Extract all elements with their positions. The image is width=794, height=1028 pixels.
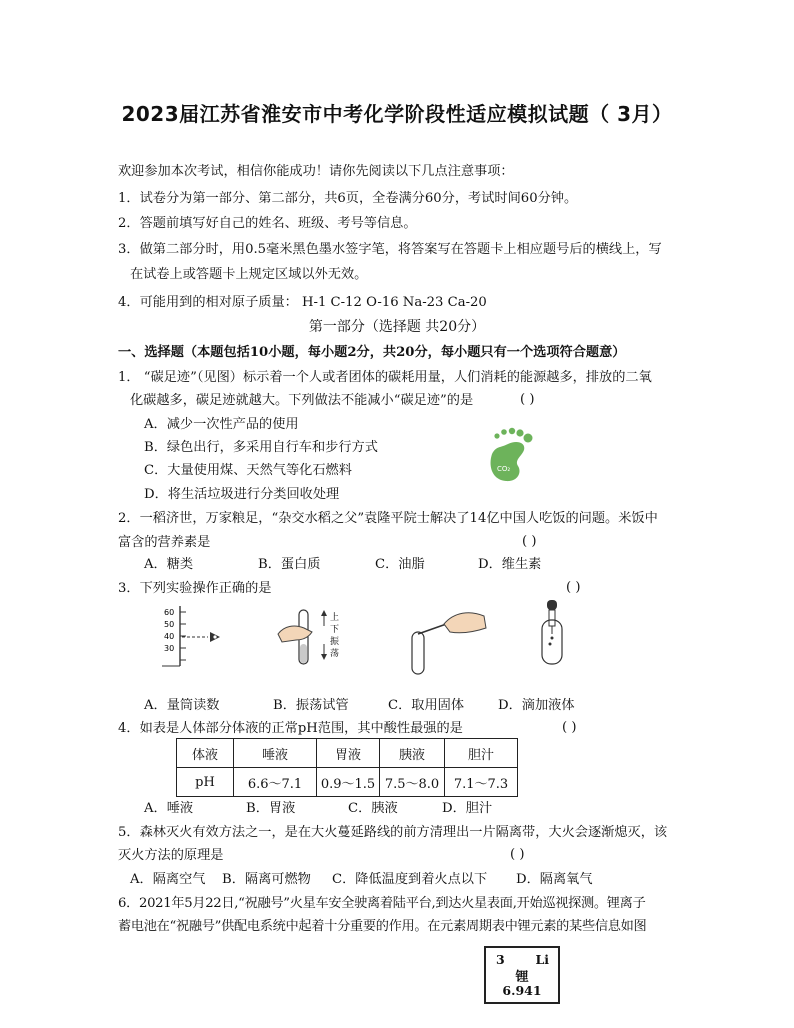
q4-option-a: A．唾液 [144,801,194,816]
q3-option-a: A．量筒读数 [144,698,220,713]
table-header: 胆汁 [445,739,518,768]
table-header: 体液 [177,739,234,768]
lithium-element-box [484,946,560,1004]
table-cell: 7.5～8.0 [380,768,445,797]
note-3-cont: 在试卷上或答题卡上规定区域以外无效。 [130,267,368,282]
footprint-icon [478,424,542,488]
note-1: 1．试卷分为第一部分、第二部分，共6页，全卷满分60分，考试时间60分钟。 [118,191,578,206]
cylinder-tick-40: 40 [164,632,175,641]
q3-line1: 3．下列实验操作正确的是 [118,581,272,596]
cylinder-tick-60: 60 [164,608,175,617]
q1-option-a: A．减少一次性产品的使用 [144,417,299,432]
table-cell: 6.6～7.1 [234,768,317,797]
q1-option-b: B．绿色出行，多采用自行车和步行方式 [144,440,378,455]
cylinder-tick-50: 50 [164,620,175,629]
table-cell: 0.9～1.5 [317,768,380,797]
table-header: 唾液 [234,739,317,768]
q2-option-d: D．维生素 [478,557,542,572]
element-number: 3 [496,952,505,967]
note-4: 4．可能用到的相对原子质量： H-1 C-12 O-16 Na-23 Ca-20 [118,295,487,310]
dropping-liquid-figure [532,598,572,670]
q5-option-a: A．隔离空气 [130,872,206,887]
note-3: 3．做第二部分时，用0.5毫米黑色墨水签字笔，将答案写在答题卡上相应题号后的横线上，写 [118,242,662,257]
section-heading: 一、选择题（本题包括10小题，每小题2分，共20分，每小题只有一个选项符合题意） [118,345,626,360]
q2-line2: 富含的营养素是 [118,535,211,550]
footprint-label: CO₂ [497,465,511,473]
table-row [177,768,518,797]
q5-option-c: C．降低温度到着火点以下 [332,872,488,887]
q3-option-b: B．振荡试管 [273,698,349,713]
q1-line1: 1． “碳足迹”（见图）标示着一个人或者团体的碳耗用量，人们消耗的能源越多，排放的二氧 [118,370,652,385]
intro-text: 欢迎参加本次考试，相信你能成功！请你先阅读以下几点注意事项： [118,164,514,179]
shake-label-3: 振 [330,637,340,647]
graduated-cylinder-figure [158,604,222,668]
element-mass: 6.941 [502,983,542,998]
ph-table [176,738,518,797]
q3-answer-paren: ( ) [566,580,581,595]
table-header: 胃液 [317,739,380,768]
shake-label-2: 下 [330,625,340,635]
q4-option-c: C．胰液 [348,801,398,816]
q5-answer-paren: ( ) [510,847,525,862]
q4-option-d: D．胆汁 [442,801,493,816]
q6-line2: 蓄电池在“祝融号”供配电系统中起着十分重要的作用。在元素周期表中锂元素的某些信息如图 [118,919,647,934]
shaking-test-tube-figure [272,604,352,676]
q5-line1: 5．森林灭火有效方法之一，是在大火蔓延路线的前方清理出一片隔离带，大火会逐渐熄灭，该 [118,825,668,840]
table-cell: pH [177,768,234,797]
part1-heading: 第一部分（选择题 共20分） [308,319,486,335]
shake-label-1: 上 [330,613,340,623]
note-2: 2．答题前填写好自己的姓名、班级、考号等信息。 [118,216,417,231]
element-symbol: Li [535,952,549,967]
table-cell: 7.1～7.3 [445,768,518,797]
q2-answer-paren: ( ) [522,534,537,549]
q1-option-d: D．将生活垃圾进行分类回收处理 [144,487,340,502]
q4-line1: 4．如表是人体部分体液的正常pH范围，其中酸性最强的是 [118,721,463,736]
q2-option-c: C．油脂 [375,557,425,572]
q5-option-d: D．隔离氧气 [516,872,593,887]
q1-answer-paren: ( ) [520,392,535,407]
cylinder-tick-30: 30 [164,644,175,653]
q5-option-b: B．隔离可燃物 [222,872,311,887]
q4-option-b: B．胃液 [246,801,296,816]
element-name: 锂 [515,970,529,985]
taking-solid-figure [400,606,490,678]
q2-option-b: B．蛋白质 [258,557,321,572]
q2-line1: 2．一稻济世，万家粮足，“杂交水稻之父”袁隆平院士解决了14亿中国人吃饭的问题。米饭中 [118,511,658,526]
table-row [177,739,518,768]
q1-option-c: C．大量使用煤、天然气等化石燃料 [144,463,352,478]
q4-answer-paren: ( ) [562,720,577,735]
q1-line2: 化碳越多，碳足迹就越大。下列做法不能减小“碳足迹”的是 [130,393,474,408]
q3-option-d: D．滴加液体 [498,698,575,713]
shake-label-4: 荡 [330,649,340,659]
q3-option-c: C．取用固体 [388,698,465,713]
q6-line1: 6．2021年5月22日,“祝融号”火星车安全驶离着陆平台,到达火星表面,开始巡视探测。锂离子 [118,896,646,911]
q5-line2: 灭火方法的原理是 [118,848,224,863]
page-title: 2023届江苏省淮安市中考化学阶段性适应模拟试题（ 3月） [121,102,673,126]
q2-option-a: A．糖类 [144,557,194,572]
table-header: 胰液 [380,739,445,768]
